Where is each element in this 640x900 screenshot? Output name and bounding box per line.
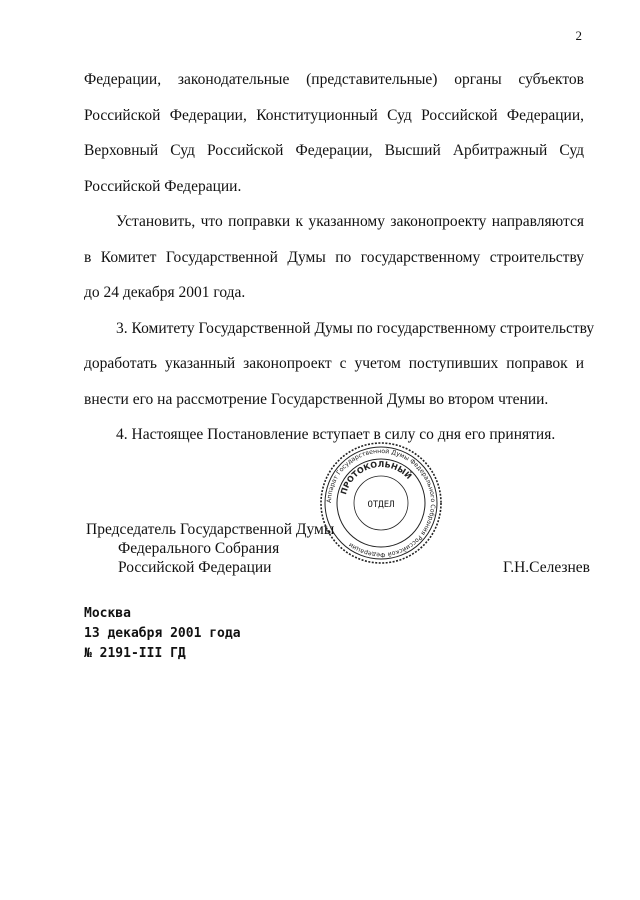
document-footer [84,604,241,664]
signatory-name: Г.Н.Селезнев [503,559,590,576]
place-of-signing: Москва [84,606,131,621]
text-line: до 24 декабря 2001 года. [84,284,246,301]
signature-block [86,520,590,577]
stamp-center-text: ОТДЕЛ [367,500,395,510]
signatory-title-line: Председатель Государственной Думы [86,521,335,538]
paragraph-continuation [84,62,584,204]
date-of-signing: 13 декабря 2001 года [84,626,241,641]
page-number: 2 [575,28,582,43]
stamp-inner-text: ПРОТОКОЛЬНЫЙ [339,459,414,496]
text-line: 4. Настоящее Постановление вступает в силу со дня его принятия. [116,426,556,443]
stamp-outer-text: Аппарат Государственной Думы Федерального Собрания Российской Федерации [325,447,437,559]
signatory-title-line: Федерального Собрания [118,540,280,557]
text-line: Верховный Суд Российской Федерации, Высший Арбитражный Суд [84,142,584,159]
signatory-title-line: Российской Федерации [118,559,272,576]
document-body [84,62,595,453]
text-line: Российской Федерации, Конституционный Суд Российской Федерации, [84,106,584,124]
text-line: внести его на рассмотрение Государственной Думы во втором чтении. [84,390,549,408]
text-line: Российской Федерации. [84,177,242,195]
paragraph-item-3 [84,311,595,418]
text-line: доработать указанный законопроект с учетом поступивших поправок и [84,355,584,372]
text-line: Федерации, законодательные (представительные) органы субъектов [84,71,584,88]
text-line: 3. Комитету Государственной Думы по государственному строительству [116,319,595,337]
paragraph-amendments-deadline [84,204,584,311]
text-line: Установить, что поправки к указанному законопроекту направляются [116,213,584,230]
document-number: № 2191-III ГД [84,646,186,661]
text-line: в Комитет Государственной Думы по государственному строительству [84,248,584,266]
